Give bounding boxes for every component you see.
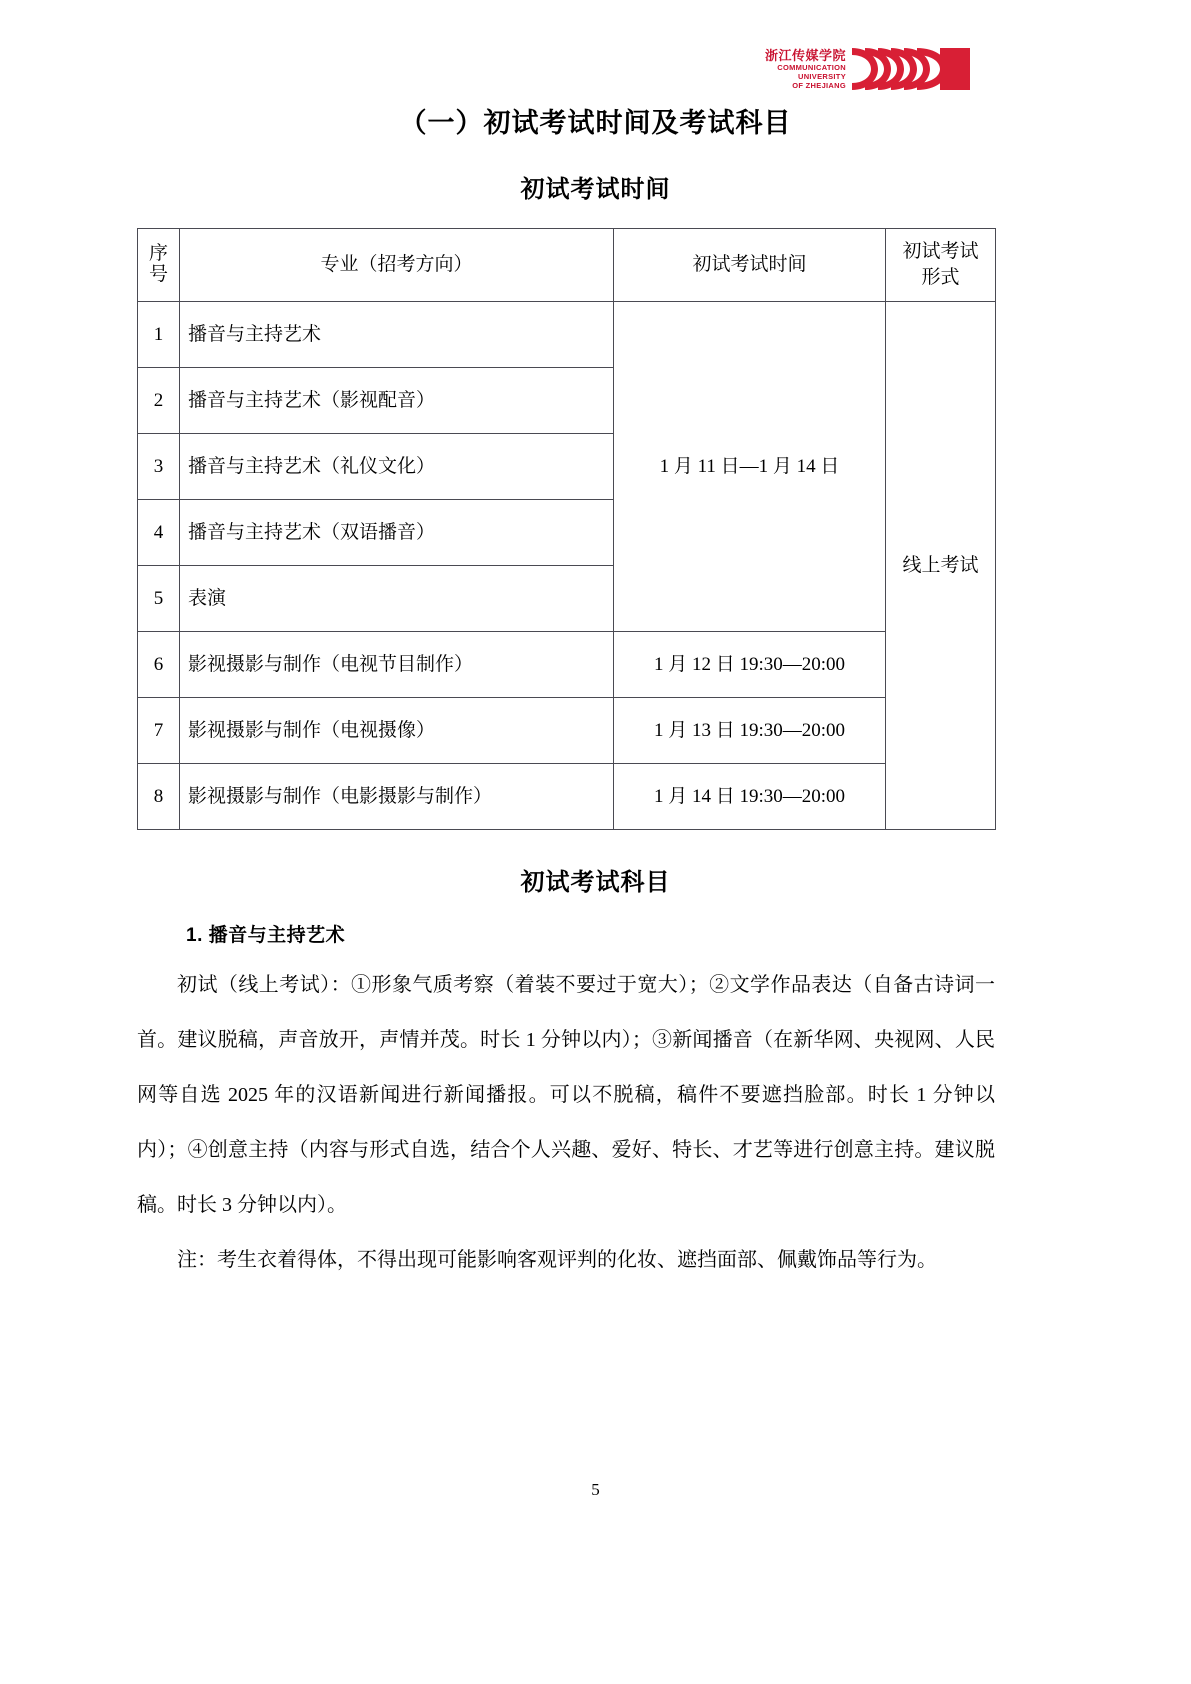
row-major: 影视摄影与制作（电视节目制作） (180, 632, 614, 698)
column-header-no (138, 229, 180, 302)
logo-english-line-2: UNIVERSITY (797, 72, 846, 81)
table-header-row (138, 229, 996, 302)
merged-time-cell: 1 月 11 日—1 月 14 日 (614, 302, 886, 632)
column-header-time: 初试考试时间 (614, 229, 886, 302)
row-major: 影视摄影与制作（电影摄影与制作） (180, 764, 614, 830)
row-no: 4 (138, 500, 180, 566)
paragraph-note: 注：考生衣着得体，不得出现可能影响客观评判的化妆、遮挡面部、佩戴饰品等行为。 (177, 1249, 937, 1271)
table-row (138, 764, 996, 830)
merged-form-cell: 线上考试 (886, 302, 996, 830)
university-logo (752, 44, 970, 94)
table-row (138, 698, 996, 764)
logo-emblem-icon (852, 45, 970, 93)
table-row (138, 632, 996, 698)
row-no: 7 (138, 698, 180, 764)
logo-english-line-1: COMMUNICATION (777, 63, 846, 72)
row-no: 5 (138, 566, 180, 632)
column-header-major: 专业（招考方向） (180, 229, 614, 302)
section-heading-exam-subjects: 初试考试科目 (520, 869, 671, 896)
row-time: 1 月 14 日 19:30—20:00 (614, 764, 886, 830)
column-header-form: 初试考试形式 (886, 229, 996, 302)
row-major: 播音与主持艺术 (180, 302, 614, 368)
column-header-no-line-1: 序 (148, 243, 168, 265)
logo-english-line-3: OF ZHEJIANG (792, 81, 846, 90)
row-major: 影视摄影与制作（电视摄像） (180, 698, 614, 764)
row-time: 1 月 12 日 19:30—20:00 (614, 632, 886, 698)
subject-item-heading-1: 1. 播音与主持艺术 (186, 925, 346, 946)
logo-text-block (752, 48, 850, 90)
row-major: 表演 (180, 566, 614, 632)
row-major: 播音与主持艺术（礼仪文化） (180, 434, 614, 500)
section-heading-exam-time: 初试考试时间 (520, 176, 671, 203)
paragraph-exam-content: 初试（线上考试）：①形象气质考察（着装不要过于宽大）；②文学作品表达（自备古诗词一首。建议脱稿，声音放开，声情并茂。时长 1 分钟以内）；③新闻播音（在新华网、央视网、人民网等自选 2025 年的汉语新闻进行新闻播报。可以不脱稿，稿件不要遮挡脸部。时长 1 分钟以内）；④创意主持（内容与形式自选，结合个人兴趣、爱好、特长、才艺等进行创意主持。建议脱稿。时长 3 分钟以内）。 (137, 974, 995, 1216)
row-no: 1 (138, 302, 180, 368)
exam-schedule-table (137, 228, 996, 830)
row-major: 播音与主持艺术（影视配音） (180, 368, 614, 434)
page-title: （一）初试考试时间及考试科目 (399, 108, 792, 138)
row-no: 2 (138, 368, 180, 434)
row-time: 1 月 13 日 19:30—20:00 (614, 698, 886, 764)
exam-schedule-table-wrapper (137, 228, 995, 830)
table-row (138, 302, 996, 368)
row-major: 播音与主持艺术（双语播音） (180, 500, 614, 566)
column-header-no-line-2: 号 (148, 264, 168, 285)
row-no: 6 (138, 632, 180, 698)
page-number: 5 (591, 1480, 600, 1499)
logo-chinese-name: 浙江传媒学院 (764, 48, 846, 63)
row-no: 3 (138, 434, 180, 500)
row-no: 8 (138, 764, 180, 830)
